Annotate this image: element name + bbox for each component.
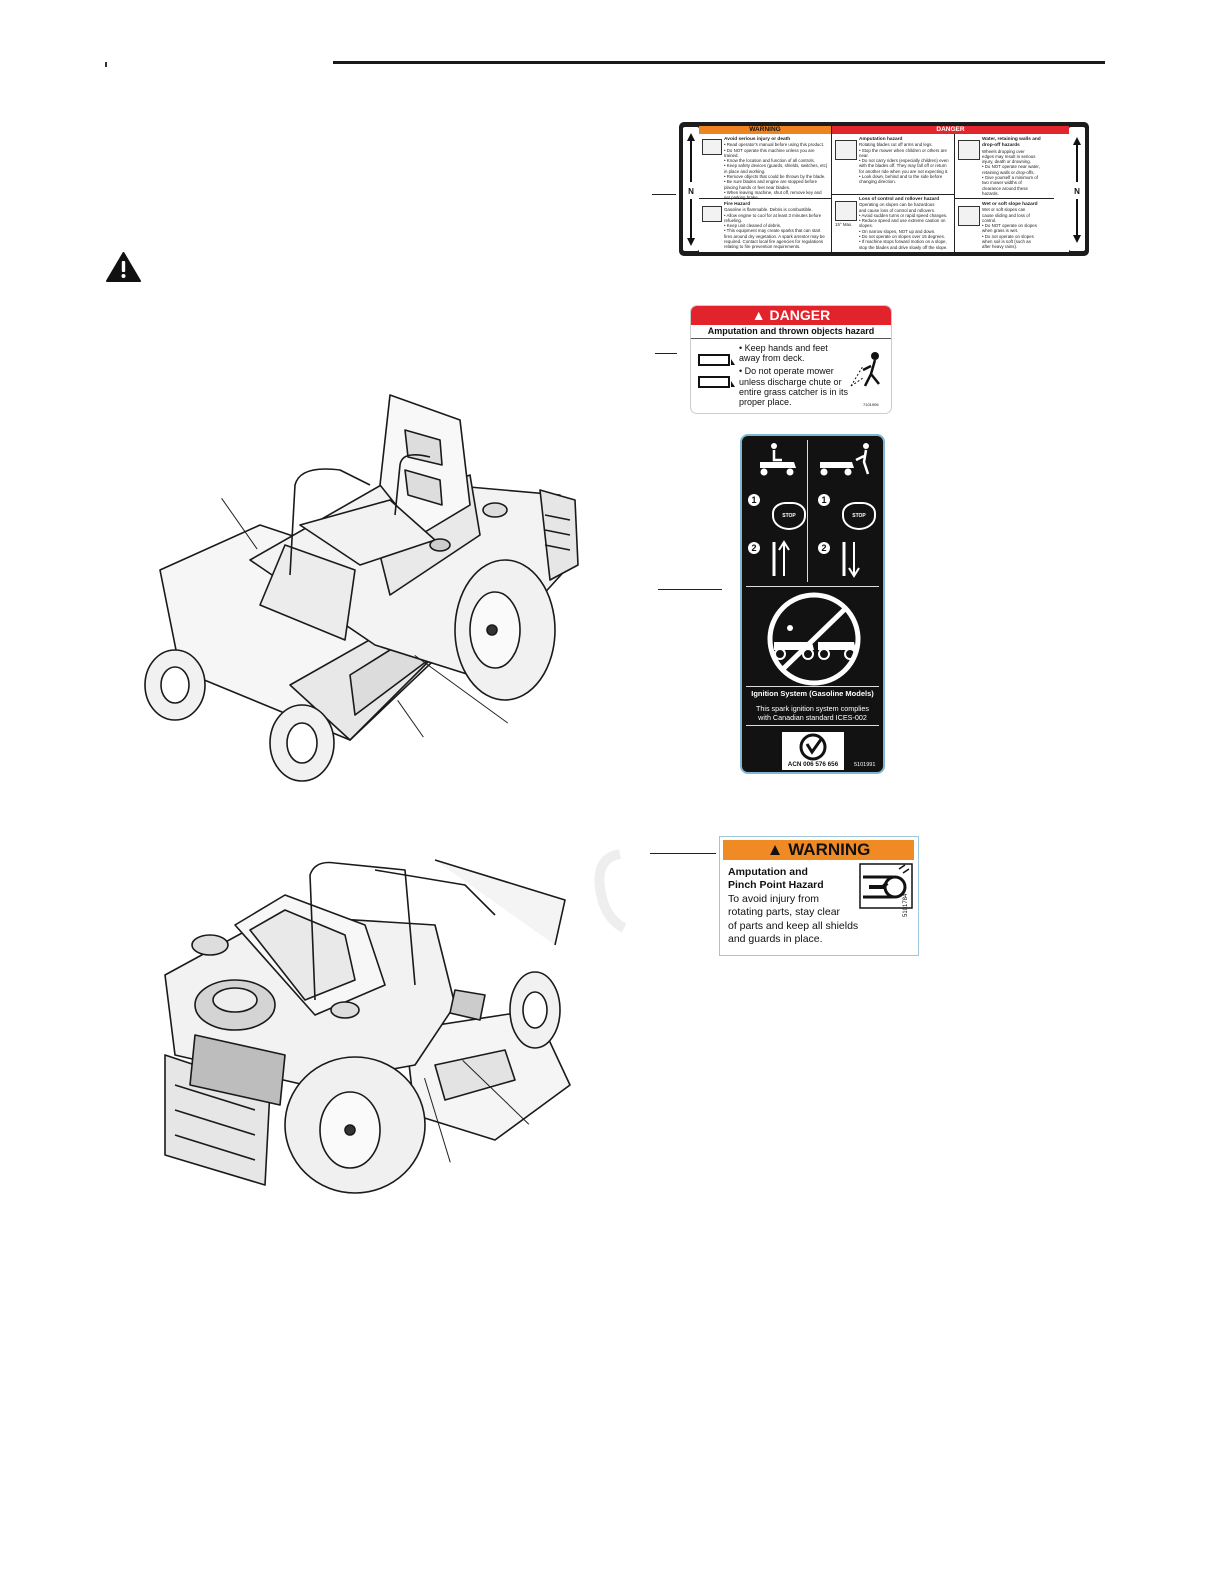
mower-pushing-icon (816, 442, 876, 476)
danger-body (739, 343, 849, 407)
fire-hazard-section: Fire Hazard Gasoline is flammable. Debris is combustible. • Allow engine to cool for at least 3 minutes before refueling. • Keep unit cleaned of debris. • This equipment may create sparks that can start fires around dry vegetation. A spark arrestor may be required. Contact local fire agencies for regulations relating to fire prevention requirements. (724, 202, 825, 250)
ignition-line-2: with Canadian standard ICES-002 (758, 713, 867, 722)
callout-leader (652, 194, 676, 195)
danger-decal-amputation (690, 305, 892, 414)
amputation-icon (835, 140, 857, 160)
callout-leader (658, 589, 722, 590)
warning-decal-pinch-point (719, 836, 919, 956)
acn-number: ACN 006 576 656 (787, 761, 839, 768)
stop-knob-icon: STOP (842, 502, 876, 530)
rcm-logo-box (782, 732, 844, 770)
speed-arrow-icon (1069, 127, 1085, 251)
rollover-section: Loss of control and rollover hazard Operating on slopes can be hazardous and cause loss of control and rollovers. • Avoid sudden turns or rapid speed changes. • Reduce speed and use extreme caution on slopes. • On narrow slopes, NOT up and down. • Do not operate on slopes over 15 degrees. • If machine stops forward motion on a slope, stop the blades and drive slowly off the slope. (859, 197, 948, 250)
warning-body: Amputation and Pinch Point Hazard To avoid injury from rotating parts, stay clear of parts and keep all shields and guards in place. (728, 866, 868, 946)
no-riders-prohibition-icon (756, 590, 872, 688)
step-number: 2 (818, 542, 830, 554)
page-edge-mark (105, 62, 107, 67)
step-number: 1 (748, 494, 760, 506)
step-number: 1 (818, 494, 830, 506)
decal-long-content (699, 126, 1069, 252)
danger-band: DANGER (832, 126, 1069, 134)
header-rule (333, 61, 1105, 64)
wet-slope-section: Wet or soft slope hazard Wet or soft slopes can cause sliding and loss of control. • Do NOT operate on slopes when grass is wet. • Do not operate on slopes when soil is soft (such as after heavy rains). (982, 202, 1038, 250)
warning-header: ▲ WARNING (723, 840, 914, 860)
safety-decal-long (679, 122, 1089, 256)
decal-right-strip (1069, 127, 1085, 251)
manual-book-icon (702, 139, 722, 155)
section-1-lines: • Read operator's manual before using this product. • Do NOT operate this machine unless you are trained. • Know the location and function of all controls. • Keep safety devices (guards, shields, switches, etc) in place and working. • Remove objects that could be thrown by the blade. • Be sure blades and engine are stopped before placing hands or feet near blades. • When leaving machine, shut off, remove key and (724, 142, 828, 195)
danger-header: ▲ DANGER (691, 306, 891, 325)
lever-up-arrow-icon (768, 536, 792, 580)
stop-knob-icon: STOP (772, 502, 806, 530)
speed-arrow-icon (683, 127, 699, 251)
warning-triangle-icon: ▲ (766, 840, 784, 859)
hand-foot-deck-icon (697, 351, 737, 395)
water-dropoff-section: Water, retaining walls and drop-off hazards Wheels dropping over edges may result in serious injury, death or drowning. • Do NOT operate near water, retaining walls or drop-offs. • Give yourself a minimum of two mower widths of clearance around these hazards. (982, 137, 1041, 196)
warning-heading-2: Pinch Point Hazard (728, 879, 824, 892)
slope-rollover-icon (835, 201, 857, 221)
step-number: 2 (748, 542, 760, 554)
watermark-fragment (590, 848, 630, 938)
decal-code: 5101784 (903, 893, 909, 917)
fire-icon (702, 206, 722, 222)
slope-angle-label: 15° Max. (835, 222, 853, 227)
compliance-mark-icon (782, 732, 844, 762)
neutral-label: N (1074, 187, 1080, 196)
bullet-keep-hands: • Keep hands and feet away from deck. (739, 343, 828, 364)
warning-triangle-icon: ▲ (751, 307, 766, 323)
mower-front-illustration (140, 385, 580, 795)
decal-code: 5101991 (854, 762, 876, 768)
avoid-injury-section: Avoid serious injury or death • Read operator's manual before using this product. • Do NOT operate this machine unless you are trained. • Know the location and function of all controls. • Keep safety devices (guards, shields, switches, etc) in place and working. • Remove objects that could be thrown by the blade. • Be sure blades and engine are stopped before placing hands or feet near blades. • When leaving machine, shut off, remove key and (724, 136, 830, 201)
thrown-object-icon (849, 350, 887, 394)
lever-down-arrow-icon (838, 536, 862, 580)
callout-leader (650, 853, 716, 854)
amputation-section: Amputation hazard Rotating blades cut off arms and legs. • Stop the mower when children or others are near. • Do not carry riders (especially children) even with the blades off. They may fall off or return for another ride when you are not expecting it. • Look down, behind and to the side before changing direction. (859, 137, 949, 185)
ignition-line-1: This spark ignition system complies (755, 704, 870, 713)
bullet-discharge-chute: • Do not operate mower unless discharge chute or entire grass catcher is in its proper place. (739, 366, 849, 408)
ignition-decal (740, 434, 885, 774)
rider-mower-icon (756, 442, 800, 476)
warning-heading-1: Amputation and (728, 866, 808, 878)
mower-rear-illustration (135, 855, 575, 1200)
decal-left-strip (683, 127, 699, 251)
warning-band: WARNING (699, 126, 831, 134)
warning-triangle-icon (106, 252, 141, 282)
wet-slope-icon (958, 206, 980, 226)
ignition-title: Ignition System (Gasoline Models) (751, 689, 874, 698)
callout-leader (655, 353, 677, 354)
neutral-label: N (688, 187, 694, 196)
danger-subtitle: Amputation and thrown objects hazard (691, 325, 891, 339)
drop-off-icon (958, 140, 980, 160)
decal-code: 7101906 (863, 402, 879, 407)
